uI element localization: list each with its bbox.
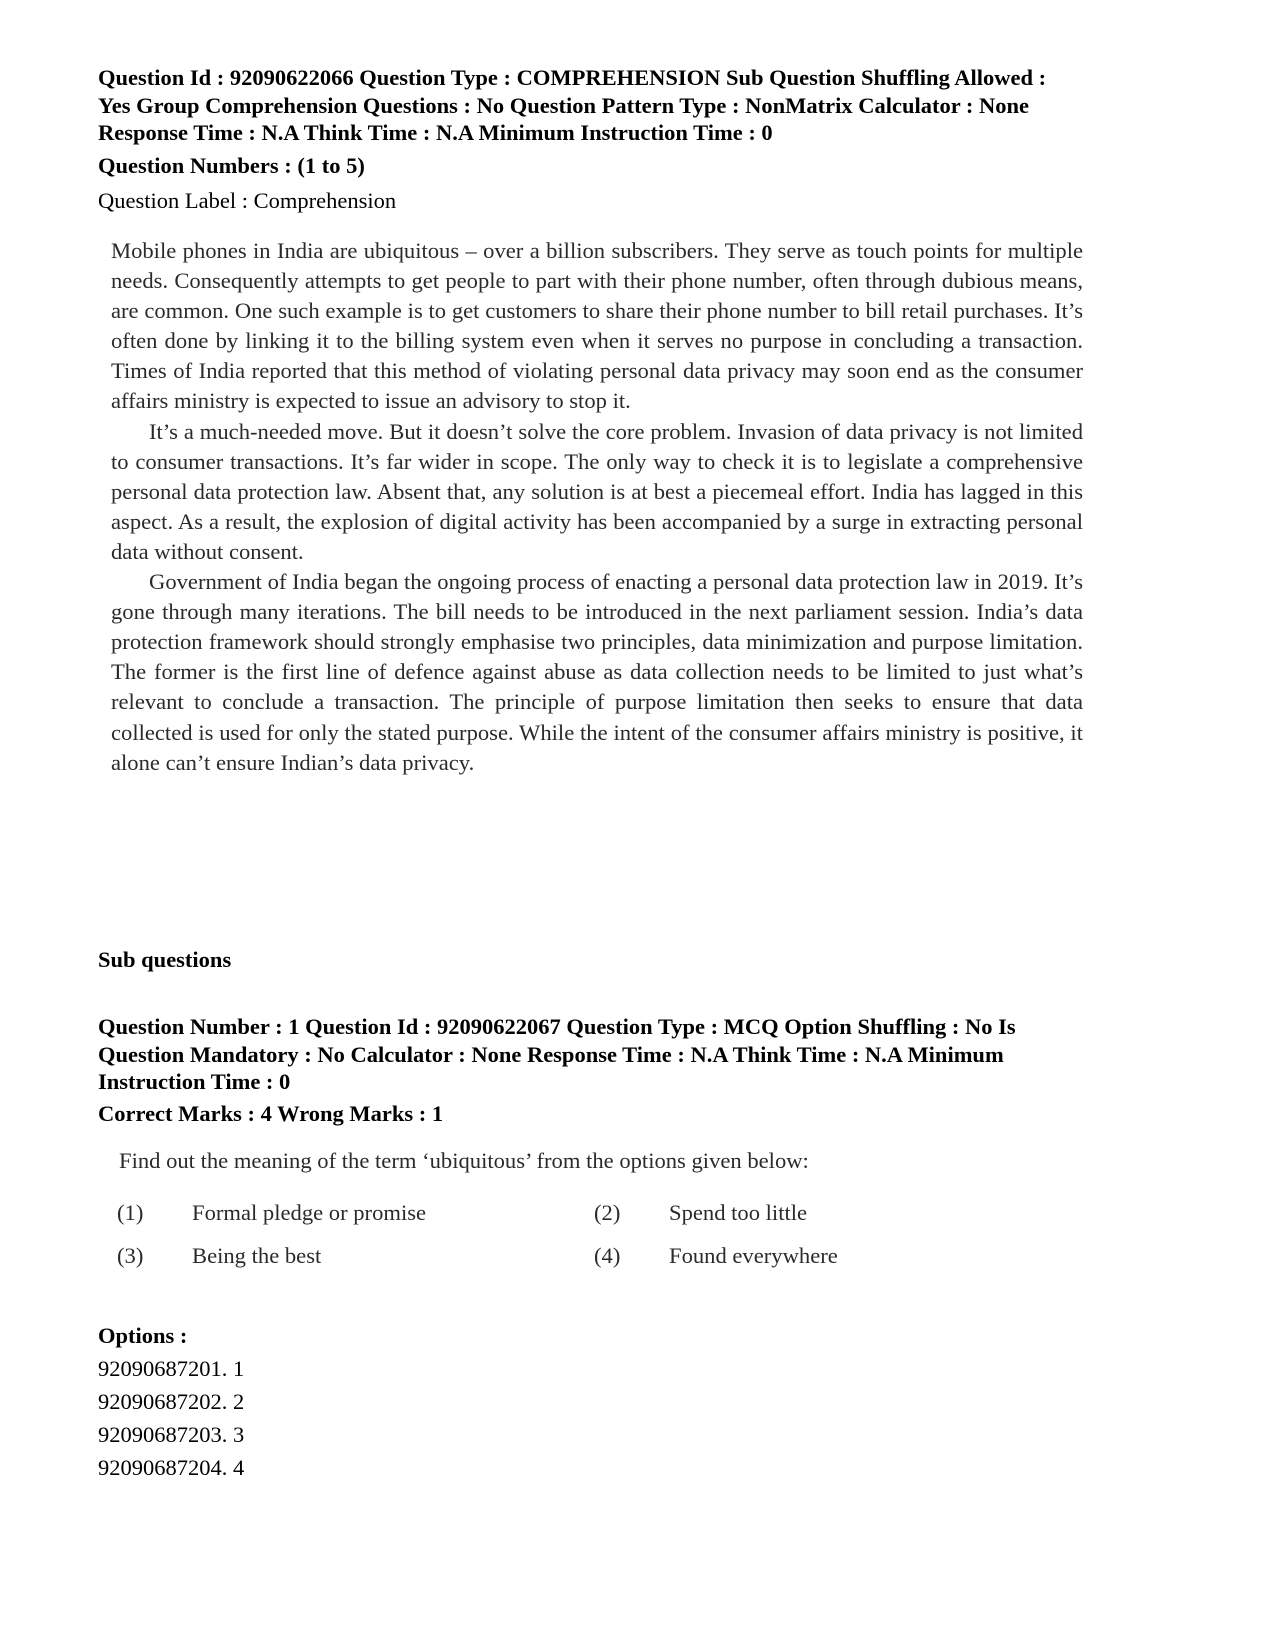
choice-4-label: Found everywhere: [669, 1243, 838, 1268]
question-numbers: Question Numbers : (1 to 5): [98, 153, 365, 178]
choice-3: [117, 1241, 321, 1271]
question-1-text: Find out the meaning of the term ‘ubiquitous’ from the options given below:: [119, 1148, 809, 1173]
metadata-line-2: Yes Group Comprehension Questions : No Question Pattern Type : NonMatrix Calculator : None: [98, 92, 1030, 118]
choice-3-number: (3): [117, 1243, 144, 1268]
q1-metadata-line-1: Question Number : 1 Question Id : 92090622067 Question Type : MCQ Option Shuffling : No Is: [98, 1014, 1016, 1039]
choice-3-label: Being the best: [192, 1243, 322, 1268]
options-heading: Options :: [98, 1323, 188, 1348]
metadata-line-3: Response Time : N.A Think Time : N.A Minimum Instruction Time : 0: [98, 120, 773, 145]
choice-2-number: (2): [594, 1200, 621, 1225]
option-4: 92090687204. 4: [98, 1455, 245, 1480]
q1-metadata-line-3: Instruction Time : 0: [98, 1069, 291, 1094]
choice-4-number: (4): [594, 1243, 621, 1268]
passage-paragraph-3: Government of India began the ongoing process of enacting a personal data protection law in 2019. It’s gone through many iterations. The bill needs to be introduced in the next parliament session. India’s data protection framework should strongly emphasise two principles, data minimization and purpose limitation. The former is the first line of defence against abuse as data collection needs to be limited to just what’s relevant to conclude a transaction. The principle of purpose limitation then seeks to ensure that data collected is used for only the stated purpose. While the intent of the consumer affairs ministry is positive, it alone can’t ensure Indian’s data privacy.: [111, 569, 1083, 775]
comprehension-passage: [111, 236, 1083, 778]
choice-2-label: Spend too little: [669, 1200, 808, 1225]
passage-paragraph-2: It’s a much-needed move. But it doesn’t solve the core problem. Invasion of data privacy is not limited to consumer transactions. It’s far wider in scope. The only way to check it is to legislate a comprehensive personal data protection law. Absent that, any solution is at best a piecemeal effort. India has lagged in this aspect. As a result, the explosion of digital activity has been accompanied by a surge in extracting personal data without consent.: [111, 418, 1083, 564]
choice-1: [117, 1198, 426, 1228]
option-2: 92090687202. 2: [98, 1389, 245, 1414]
sub-questions-heading: Sub questions: [98, 947, 232, 972]
choice-2: [594, 1198, 807, 1228]
question-1-marks: Correct Marks : 4 Wrong Marks : 1: [98, 1101, 444, 1126]
option-3: 92090687203. 3: [98, 1422, 245, 1447]
q1-metadata-line-2: Question Mandatory : No Calculator : None Response Time : N.A Think Time : N.A Minimum: [98, 1041, 1004, 1067]
question-1-metadata: [98, 1013, 1198, 1096]
choice-1-label: Formal pledge or promise: [192, 1200, 427, 1225]
passage-paragraph-1: Mobile phones in India are ubiquitous – over a billion subscribers. They serve as touch points for multiple needs. Consequently attempts to get people to part with their phone number, often through dubious means, are common. One such example is to get customers to share their phone number to bill retail purchases. It’s often done by linking it to the billing system even when it serves no purpose in concluding a transaction. Times of India reported that this method of violating personal data privacy may soon end as the consumer affairs ministry is expected to issue an advisory to stop it.: [111, 238, 1083, 414]
metadata-line-1: Question Id : 92090622066 Question Type : COMPREHENSION Sub Question Shuffling Allowed :: [98, 65, 1047, 90]
question-label: Question Label : Comprehension: [98, 188, 397, 213]
choice-1-number: (1): [117, 1200, 144, 1225]
option-1: 92090687201. 1: [98, 1356, 245, 1381]
comprehension-metadata: [98, 64, 1198, 147]
choice-4: [594, 1241, 838, 1271]
